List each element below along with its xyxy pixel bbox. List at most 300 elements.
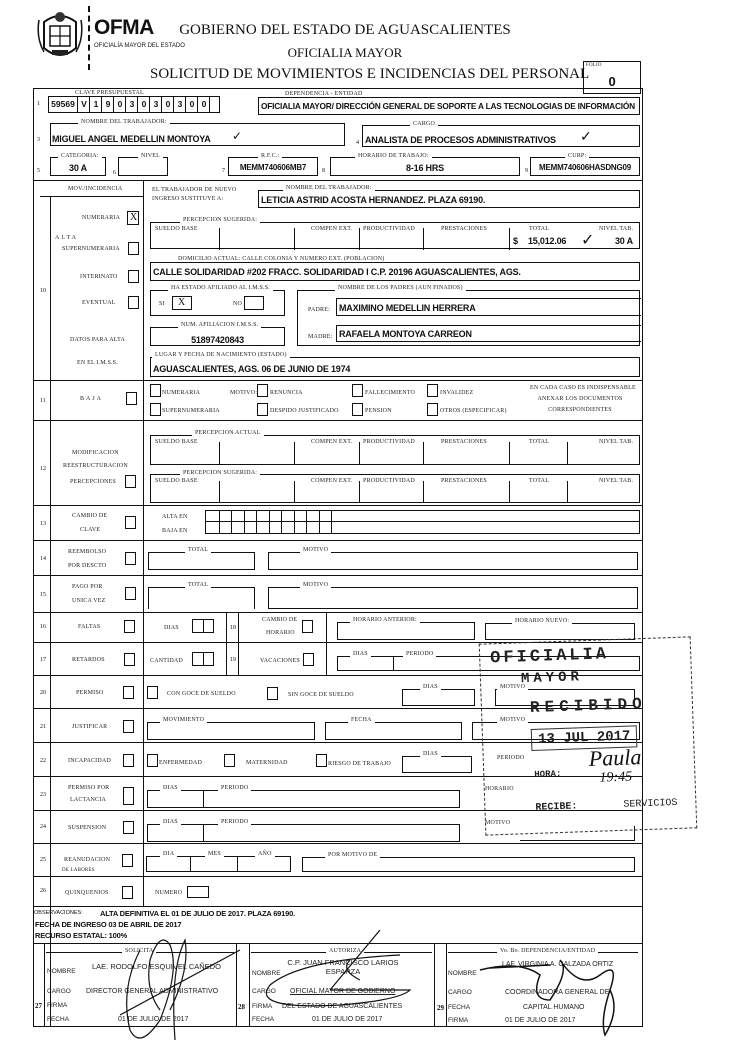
percepciones-checkbox[interactable] xyxy=(125,475,136,488)
row-number: 26 xyxy=(40,888,46,894)
folio-label: FOLIO xyxy=(586,63,602,68)
divider xyxy=(423,442,424,464)
clave-cell: V xyxy=(77,97,90,112)
percepcion-actual-field[interactable] xyxy=(150,435,640,465)
row-number: 23 xyxy=(40,792,46,798)
justificar-label: JUSTIFICAR xyxy=(72,724,108,730)
baja-en-label: BAJA EN xyxy=(162,528,188,534)
visto-bueno-cargo: CAPITAL HUMANO xyxy=(523,1004,585,1011)
permiso-dias-field[interactable] xyxy=(402,689,475,706)
despido-checkbox[interactable] xyxy=(257,403,268,416)
clave-cell: 0 xyxy=(161,97,174,112)
x-mark: X xyxy=(178,297,186,308)
dias-label: DIAS xyxy=(164,625,179,631)
logo-subtitle: OFICIALÍA MAYOR DEL ESTADO xyxy=(94,43,185,49)
riesgo-trabajo-label: RIESGO DE TRABAJO xyxy=(328,761,391,767)
motivo-label: MOTIVO xyxy=(300,547,331,553)
total-value: 15,012.06 xyxy=(528,236,567,246)
divider xyxy=(219,481,220,503)
percepcion-column-label: COMPEN EXT. xyxy=(311,439,353,445)
enfermedad-label: ENFERMEDAD xyxy=(159,760,203,766)
domicilio-field[interactable] xyxy=(150,262,640,281)
dias-label: DIAS xyxy=(160,785,181,791)
state-coat-of-arms-logo xyxy=(36,8,84,62)
mov-incidencia-header: MOV./INCIDENCIA xyxy=(68,186,123,192)
horario-label: HORARIO xyxy=(485,786,514,792)
row-number: 9 xyxy=(525,168,528,174)
solicita-label: SOLICITA xyxy=(122,948,156,954)
divider xyxy=(567,481,568,503)
percepcion-sugerida-label: PERCEPCION SUGERIDA: xyxy=(180,470,260,476)
clave-presupuestal-field[interactable] xyxy=(48,96,220,113)
divider xyxy=(219,442,220,464)
divider xyxy=(33,876,643,877)
divider xyxy=(294,481,295,503)
nacimiento-field[interactable] xyxy=(150,357,640,377)
sin-goce-label: SIN GOCE DE SUELDO xyxy=(288,692,354,698)
dias-label: DIAS xyxy=(420,684,441,690)
form-title: SOLICITUD DE MOVIMIENTOS E INCIDENCIAS DEL PERSONAL xyxy=(150,66,590,82)
divider xyxy=(326,612,327,675)
row-number: 19 xyxy=(230,657,236,663)
baja-label: BAJA xyxy=(80,396,104,402)
otros-checkbox[interactable] xyxy=(427,403,438,416)
suspension-checkbox[interactable] xyxy=(123,821,134,834)
suspension-label: SUSPENSION xyxy=(68,825,107,831)
renuncia-label: RENUNCIA xyxy=(270,390,303,396)
row-number: 4 xyxy=(356,140,359,146)
visto-bueno-nombre: LAF. VIRGINIA A. CALZADA ORTIZ xyxy=(502,961,614,968)
firma-label: FIRMA xyxy=(47,1002,68,1009)
percepcion-column-label: PRESTACIONES xyxy=(441,439,487,445)
fecha-field[interactable] xyxy=(325,722,462,740)
stamp-recibe-label: RECIBE: xyxy=(535,801,578,814)
divider xyxy=(238,612,239,675)
cambio-horario-checkbox[interactable] xyxy=(302,620,313,633)
cargo-value: ANALISTA DE PROCESOS ADMINISTRATIVOS xyxy=(365,135,556,145)
autoriza-label: AUTORIZA xyxy=(326,948,364,954)
afiliado-label: HA ESTADO AFILIADO AL I.M.S.S. xyxy=(168,285,273,291)
motivo-label: MOTIVO xyxy=(485,820,511,826)
motivo-label: MOTIVO: xyxy=(230,390,258,396)
grid-cell-divider xyxy=(219,511,220,533)
lactancia-dias-periodo-field[interactable] xyxy=(147,790,460,808)
sustituye-nombre-field[interactable] xyxy=(258,190,640,208)
row-number: 5 xyxy=(37,168,40,174)
reembolso-total-field[interactable] xyxy=(148,552,255,570)
stamp-handwritten-time: 19:45 xyxy=(599,769,633,786)
clave-cell xyxy=(209,97,222,112)
autoriza-cargo: OFICIAL MAYOR DE GOBIERNO xyxy=(290,988,396,995)
visto-bueno-label: Vo. Bo. DEPENDENCIA/ENTIDAD xyxy=(497,948,598,954)
otros-label: OTROS (ESPECIFICAR) xyxy=(440,408,507,414)
autoriza-fecha: 01 DE JULIO DE 2017 xyxy=(312,1016,383,1023)
firma-label: FIRMA xyxy=(252,1003,273,1010)
suspension-dias-periodo-field[interactable] xyxy=(147,824,460,842)
checkmark-icon: ✓ xyxy=(232,129,243,143)
divider xyxy=(33,180,643,181)
row-number: 15 xyxy=(40,592,46,598)
invalidez-label: INVALIDEZ xyxy=(440,390,474,396)
sustituye-label: EL TRABAJADOR DE NUEVO xyxy=(152,187,237,193)
dia-label: DIA xyxy=(160,851,177,857)
pension-checkbox[interactable] xyxy=(352,403,363,416)
pago-motivo-field[interactable] xyxy=(268,587,638,609)
cargo-label: CARGO xyxy=(47,988,71,995)
rfc-label: R.F.C.: xyxy=(258,153,282,159)
cambio-horario-label: CAMBIO DE xyxy=(262,617,298,623)
divider xyxy=(294,442,295,464)
row-number: 6 xyxy=(113,170,116,176)
sustituye-label: INGRESO SUSTITUYE A: xyxy=(152,196,224,202)
row-number: 21 xyxy=(40,724,46,730)
row-number: 7 xyxy=(222,168,225,174)
autoriza-nombre: C.P. JUAN FRANCISCO LARIOS xyxy=(287,958,399,967)
curp-value: MEMM740606HASDNG09 xyxy=(539,163,631,172)
reembolso-checkbox[interactable] xyxy=(125,552,136,565)
nacimiento-value: AGUASCALIENTES, AGS. 06 DE JUNIO DE 1974 xyxy=(153,364,351,374)
clave-label: CLAVE PRESUPUESTAL xyxy=(72,90,147,96)
divider xyxy=(33,612,643,613)
incapacidad-label: INCAPACIDAD xyxy=(68,758,111,764)
divider xyxy=(33,380,643,381)
autoriza-nombre: ESPARZA xyxy=(325,967,361,976)
imss-afiliado-field xyxy=(150,290,285,316)
stamp-date: 13 JUL 2017 xyxy=(531,725,638,751)
clave-cell: 0 xyxy=(185,97,198,112)
rfc-value: MEMM740606MB7 xyxy=(239,163,307,172)
pago-checkbox[interactable] xyxy=(125,587,136,600)
department-title: OFICIALIA MAYOR xyxy=(287,45,403,60)
madre-input[interactable] xyxy=(336,325,641,342)
row-number: 25 xyxy=(40,857,46,863)
stamp-text: MAYOR xyxy=(520,669,584,688)
divider xyxy=(359,481,360,503)
motivo-label: MOTIVO xyxy=(497,684,528,690)
invalidez-checkbox[interactable] xyxy=(427,384,438,397)
grid-cell-divider xyxy=(244,511,245,533)
compen-ext-label: COMPEN EXT. xyxy=(311,226,353,232)
permiso-checkbox[interactable] xyxy=(123,686,134,699)
horario-anterior-field[interactable] xyxy=(337,622,475,640)
percepcion-column-label: COMPEN EXT. xyxy=(311,478,353,484)
maternidad-checkbox[interactable] xyxy=(224,754,235,767)
divider xyxy=(50,196,51,1026)
percepcion-column-label: SUELDO BASE xyxy=(155,439,198,445)
dias-label: DIAS xyxy=(420,751,441,757)
sustituye-nombre-label: NOMBRE DEL TRABAJADOR: xyxy=(283,185,375,191)
nombre-trabajador-value: MIGUEL ANGEL MEDELLIN MONTOYA xyxy=(52,134,211,144)
baja-note: CORRESPONDIENTES xyxy=(548,407,612,413)
fecha-label: FECHA xyxy=(252,1016,275,1023)
afiliacion-value: 51897420843 xyxy=(191,335,244,345)
fecha-label: FECHA xyxy=(348,717,375,723)
divider xyxy=(423,481,424,503)
curp-label: CURP: xyxy=(565,153,589,159)
reanudacion-motivo-field[interactable] xyxy=(302,857,635,872)
numeraria-label: NUMERARIA xyxy=(82,215,121,221)
grid-cell-divider xyxy=(319,511,320,533)
percepcion-column-label: TOTAL xyxy=(529,439,550,445)
baja-note: EN CADA CASO ES INDISPENSABLE xyxy=(530,385,636,391)
percepcion-sugerida-label: PERCEPCION SUGERIDA: xyxy=(180,217,260,223)
cambio-clave-label: CAMBIO DE xyxy=(72,513,108,519)
baja-checkbox[interactable] xyxy=(126,392,137,405)
enfermedad-checkbox[interactable] xyxy=(147,754,158,767)
imss-label: EN EL I.M.S.S. xyxy=(77,360,118,366)
nivel-tab-value: 30 A xyxy=(615,236,633,246)
cargo-field[interactable] xyxy=(362,125,640,147)
con-goce-label: CON GOCE DE SUELDO xyxy=(167,691,236,697)
nombre-label: NOMBRE xyxy=(47,968,76,975)
total-label: TOTAL xyxy=(529,226,550,232)
cargo-label: CARGO xyxy=(252,988,276,995)
horario-label: HORARIO DE TRABAJO: xyxy=(355,153,432,159)
dependencia-field[interactable] xyxy=(258,97,640,115)
divider xyxy=(44,943,45,1026)
grid-cell-divider xyxy=(281,511,282,533)
sustituye-nombre-value: LETICIA ASTRID ACOSTA HERNANDEZ. PLAZA 69190. xyxy=(261,195,486,205)
grid-cell-divider xyxy=(256,511,257,533)
rfc-field[interactable] xyxy=(228,157,318,176)
pago-total-field[interactable] xyxy=(148,587,255,609)
clave-cell: 0 xyxy=(197,97,210,112)
visto-bueno-fecha: 01 DE JULIO DE 2017 xyxy=(505,1017,576,1024)
percepcion-column-label: PRESTACIONES xyxy=(441,478,487,484)
eventual-label: EVENTUAL xyxy=(82,300,116,306)
folio-value: 0 xyxy=(608,74,616,89)
por-motivo-label: POR MOTIVO DE xyxy=(325,852,380,858)
percepcion-column-label: NIVEL TAB. xyxy=(599,478,634,484)
faltas-label: FALTAS xyxy=(78,624,101,630)
curp-field[interactable] xyxy=(530,157,640,176)
row-number: 27 xyxy=(35,1002,42,1010)
lactancia-checkbox[interactable] xyxy=(123,787,134,805)
quinquenios-checkbox[interactable] xyxy=(122,886,133,899)
row-number: 3 xyxy=(37,137,40,143)
stamp-text: SERVICIOS xyxy=(623,797,678,811)
grid-cell-divider xyxy=(306,511,307,533)
percepcion-sugerida-field[interactable] xyxy=(150,474,640,503)
retardos-label: RETARDOS xyxy=(72,657,105,663)
clave-cell: 0 xyxy=(113,97,126,112)
divider xyxy=(40,196,143,197)
sin-goce-checkbox[interactable] xyxy=(267,687,278,700)
nivel-label: NIVEL xyxy=(138,153,163,159)
clave-cell: 0 xyxy=(137,97,150,112)
nacimiento-label: LUGAR Y FECHA DE NACIMIENTO (ESTADO) xyxy=(152,352,290,358)
row-number: 17 xyxy=(40,657,46,663)
divider xyxy=(359,442,360,464)
padres-label: NOMBRE DE LOS PADRES (AUN FINADOS) xyxy=(335,285,466,291)
divider xyxy=(567,442,568,464)
row-number: 22 xyxy=(40,758,46,764)
permiso-label: PERMISO xyxy=(76,690,104,696)
categoria-label: CATEGORIA: xyxy=(58,153,102,159)
clave-cell: 3 xyxy=(125,97,138,112)
categoria-field[interactable] xyxy=(50,157,106,176)
lactancia-label: LACTANCIA xyxy=(70,797,106,803)
solicita-cargo: DIRECTOR GENERAL ADMINISTRATIVO xyxy=(86,988,219,995)
fallecimiento-label: FALLECIMIENTO xyxy=(365,390,416,396)
nombre-label: NOMBRE xyxy=(448,970,477,977)
grid-cell-divider xyxy=(294,511,295,533)
motivo-label: MOTIVO xyxy=(300,582,331,588)
divider xyxy=(509,481,510,503)
clave-cell: 1 xyxy=(89,97,102,112)
periodo-label: PERIODO xyxy=(497,755,525,761)
row-number: 12 xyxy=(40,466,46,472)
horario-nuevo-field[interactable] xyxy=(485,623,635,640)
x-mark: X xyxy=(130,212,138,223)
si-checkbox[interactable] xyxy=(172,296,192,310)
grid-cell-divider xyxy=(231,511,232,533)
grid-cell-divider xyxy=(269,511,270,533)
sueldo-base-label: SUELDO BASE xyxy=(155,226,198,232)
padre-label: PADRE: xyxy=(308,307,330,313)
reception-stamp xyxy=(479,636,698,835)
retardos-checkbox[interactable] xyxy=(124,653,135,666)
alta-en-label: ALTA EN xyxy=(162,514,188,520)
percepcion-column-label: PRODUCTIVIDAD xyxy=(363,439,415,445)
baja-supernumeraria-label: SUPERNUMERARIA xyxy=(162,408,220,414)
alta-label: ALTA xyxy=(55,235,78,241)
periodo-label: PERIODO xyxy=(218,785,251,791)
stamp-hora-label: HORA: xyxy=(534,768,562,780)
justificar-checkbox[interactable] xyxy=(123,720,134,733)
movimiento-field[interactable] xyxy=(147,722,315,740)
cantidad-label: CANTIDAD xyxy=(150,658,183,664)
padre-value: MAXIMINO MEDELLIN HERRERA xyxy=(339,303,476,313)
pension-label: PENSION xyxy=(365,408,392,414)
lactancia-label: PERMISO POR xyxy=(68,785,110,791)
currency-symbol: $ xyxy=(513,236,518,246)
government-title: GOBIERNO DEL ESTADO DE AGUASCALIENTES xyxy=(179,22,511,38)
reembolso-label: REEMBOLSO xyxy=(68,549,107,555)
cambio-clave-label: CLAVE xyxy=(80,527,101,533)
visto-bueno-cargo: COORDINADORA GENERAL DE xyxy=(505,989,610,996)
fecha-label: FECHA xyxy=(448,1004,471,1011)
cambio-clave-grid[interactable] xyxy=(205,510,640,534)
madre-value: RAFAELA MONTOYA CARREON xyxy=(339,329,472,339)
autoriza-cargo: DEL ESTADO DE AGUASCALIENTES xyxy=(282,1003,403,1010)
renuncia-checkbox[interactable] xyxy=(257,384,268,397)
nivel-field[interactable] xyxy=(118,157,168,176)
riesgo-trabajo-checkbox[interactable] xyxy=(316,754,327,767)
interinato-checkbox[interactable] xyxy=(128,270,139,283)
observaciones-line: ALTA DEFINITIVA EL 01 DE JULIO DE 2017. PLAZA 69190. xyxy=(100,909,295,918)
periodo-label: PERIODO xyxy=(218,819,251,825)
clave-cell: 59569 xyxy=(51,99,75,109)
percepcion-column-label: SUELDO BASE xyxy=(155,478,198,484)
productividad-label: PRODUCTIVIDAD xyxy=(363,226,415,232)
total-label: TOTAL xyxy=(185,547,211,553)
percepciones-label: PERCEPCIONES xyxy=(70,479,117,485)
no-checkbox[interactable] xyxy=(244,296,264,310)
madre-label: MADRE: xyxy=(308,334,333,340)
numeraria-checkbox[interactable] xyxy=(127,211,139,225)
cambio-horario-label: HORARIO xyxy=(266,630,295,636)
dias-label: DIAS xyxy=(160,819,181,825)
row-number: 24 xyxy=(40,824,46,830)
despido-label: DESPIDO JUSTIFICADO xyxy=(270,408,339,414)
nombre-trabajador-field[interactable] xyxy=(50,123,345,146)
categoria-value: 30 A xyxy=(69,163,87,173)
solicita-nombre: LAE. RODOLFO ESQUIVEL CAÑEDO xyxy=(92,962,221,971)
vacaciones-label: VACACIONES xyxy=(260,658,300,664)
faltas-checkbox[interactable] xyxy=(124,620,135,633)
percepcion-column-label: TOTAL xyxy=(529,478,550,484)
baja-supernumeraria-checkbox[interactable] xyxy=(150,403,161,416)
supernumeraria-label: SUPERNUMERARIA xyxy=(62,246,120,252)
clave-cell: 9 xyxy=(101,97,114,112)
stamp-text: RECIBIDO xyxy=(529,694,648,718)
baja-numeraria-label: NUMERARIA xyxy=(162,390,201,396)
horario-anterior-label: HORARIO ANTERIOR: xyxy=(350,617,420,623)
quinquenios-numero-field[interactable] xyxy=(187,886,209,898)
row-number: 20 xyxy=(40,690,46,696)
row-number: 8 xyxy=(322,168,325,174)
faltas-dias-field[interactable] xyxy=(192,619,214,633)
observaciones-line: FECHA DE INGRESO 03 DE ABRIL DE 2017 xyxy=(35,920,182,929)
grid-cell-divider xyxy=(331,511,332,533)
divider xyxy=(143,180,144,906)
numero-label: NUMERO xyxy=(155,890,183,896)
periodo-label: PERIODO xyxy=(403,651,436,657)
horario-field[interactable] xyxy=(330,157,520,176)
row-number: 13 xyxy=(40,521,46,527)
cargo-label: CARGO xyxy=(410,121,438,127)
cambio-clave-checkbox[interactable] xyxy=(125,516,136,529)
observaciones-label: OBSERVACIONES: xyxy=(34,910,83,916)
stamp-handwritten-name: Paula xyxy=(588,744,642,771)
reembolso-motivo-field[interactable] xyxy=(268,552,638,570)
movimiento-label: MOVIMIENTO xyxy=(160,717,207,723)
solicita-fecha: 01 DE JULIO DE 2017 xyxy=(118,1016,189,1023)
afiliacion-label: NUM. AFILIACION I.M.S.S. xyxy=(178,322,261,328)
row-number: 1 xyxy=(37,101,40,107)
fallecimiento-checkbox[interactable] xyxy=(352,384,363,397)
incapacidad-dias-field[interactable] xyxy=(402,756,472,773)
reanudacion-checkbox[interactable] xyxy=(122,854,133,867)
con-goce-checkbox[interactable] xyxy=(147,686,158,699)
padre-input[interactable] xyxy=(336,298,641,316)
observaciones-line: RECURSO ESTATAL: 100% xyxy=(35,931,128,940)
reanudacion-label: REANUDACION xyxy=(64,857,111,863)
fecha-label: FECHA xyxy=(47,1016,70,1023)
vacaciones-checkbox[interactable] xyxy=(303,653,314,666)
row-number: 11 xyxy=(40,398,46,404)
eventual-checkbox[interactable] xyxy=(128,296,139,309)
baja-note: ANEXAR LOS DOCUMENTOS xyxy=(537,396,623,402)
reanudacion-fecha-field[interactable] xyxy=(146,856,291,872)
percepcion-sugerida-field[interactable] xyxy=(150,222,640,249)
nivel-tab-label: NIVEL TAB. xyxy=(599,226,634,232)
baja-numeraria-checkbox[interactable] xyxy=(150,384,161,397)
incapacidad-checkbox[interactable] xyxy=(123,754,134,767)
quinquenios-label: QUINQUENIOS xyxy=(65,890,109,896)
interinato-label: INTERINATO xyxy=(80,274,118,280)
divider xyxy=(33,540,643,541)
row-number: 29 xyxy=(437,1004,444,1012)
retardos-cantidad-field[interactable] xyxy=(192,652,214,666)
supernumeraria-checkbox[interactable] xyxy=(128,242,139,255)
nombre-label: NOMBRE xyxy=(252,970,281,977)
clave-cell: 3 xyxy=(149,97,162,112)
percepcion-column-label: PRODUCTIVIDAD xyxy=(363,478,415,484)
afiliacion-field[interactable] xyxy=(150,327,285,346)
dependencia-label: DEPENDENCIA - ENTIDAD xyxy=(282,91,366,97)
